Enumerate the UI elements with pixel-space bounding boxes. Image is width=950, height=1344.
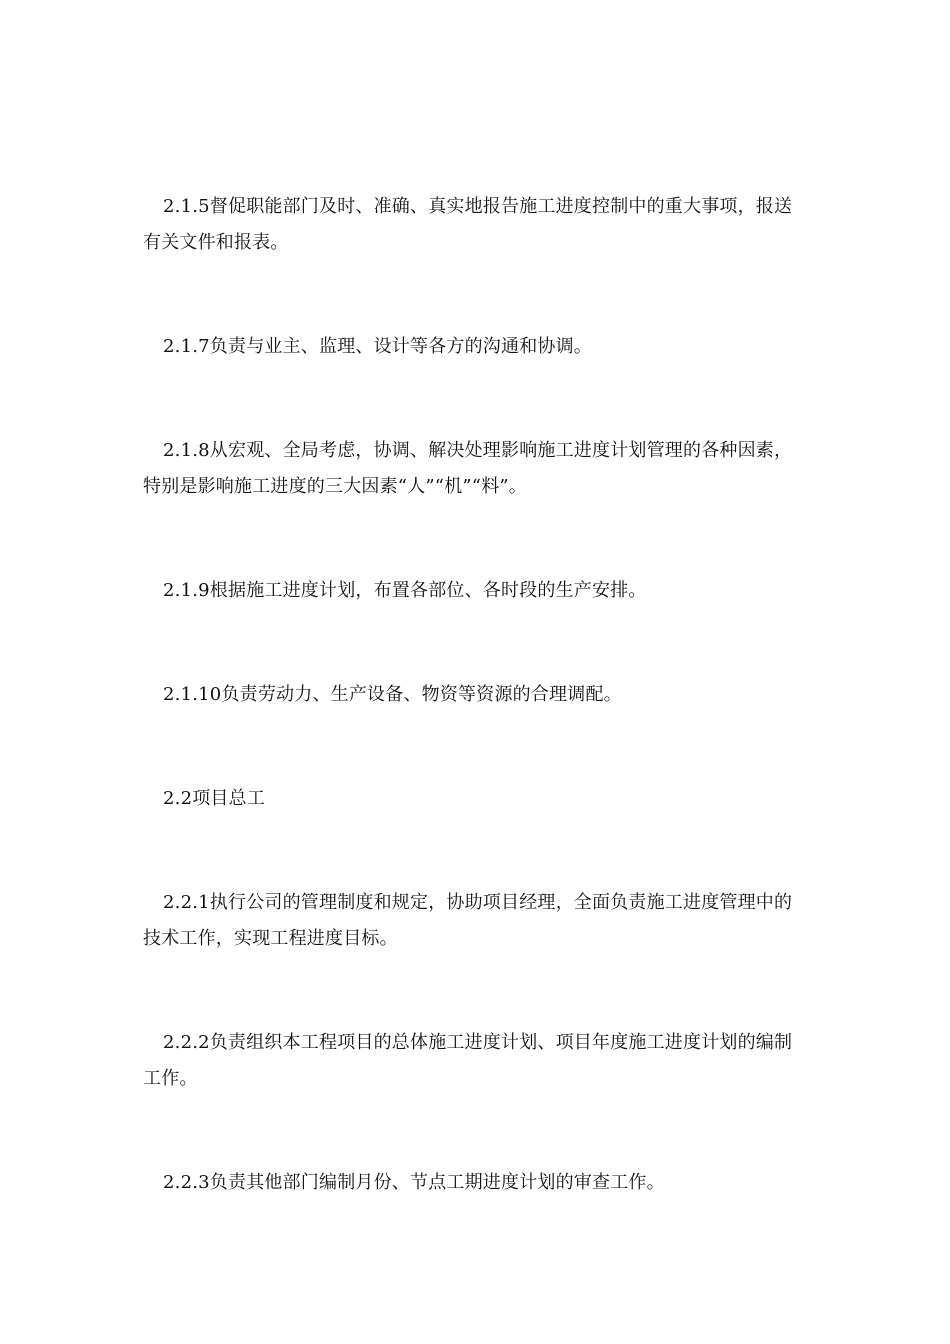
paragraph-2-2-1: 2.2.1执行公司的管理制度和规定，协助项目经理，全面负责施工进度管理中的技术工作，实现工程进度目标。 — [143, 892, 793, 949]
paragraph-2-2-3: 2.2.3负责其他部门编制月份、节点工期进度计划的审查工作。 — [163, 1172, 665, 1193]
paragraph-2-1-5: 2.1.5督促职能部门及时、准确、真实地报告施工进度控制中的重大事项，报送有关文件和报表。 — [143, 196, 793, 253]
section-heading-2-2: 2.2项目总工 — [163, 788, 266, 809]
paragraph-2-2-2: 2.2.2负责组织本工程项目的总体施工进度计划、项目年度施工进度计划的编制工作。 — [143, 1032, 793, 1089]
paragraph-2-1-7: 2.1.7负责与业主、监理、设计等各方的沟通和协调。 — [163, 336, 592, 357]
paragraph-2-1-9: 2.1.9根据施工进度计划，布置各部位、各时段的生产安排。 — [163, 580, 647, 601]
paragraph-2-1-10: 2.1.10负责劳动力、生产设备、物资等资源的合理调配。 — [163, 684, 622, 705]
paragraph-2-1-8: 2.1.8从宏观、全局考虑，协调、解决处理影响施工进度计划管理的各种因素，特别是影响施工进度的三大因素“人”“机”“料”。 — [143, 440, 793, 497]
